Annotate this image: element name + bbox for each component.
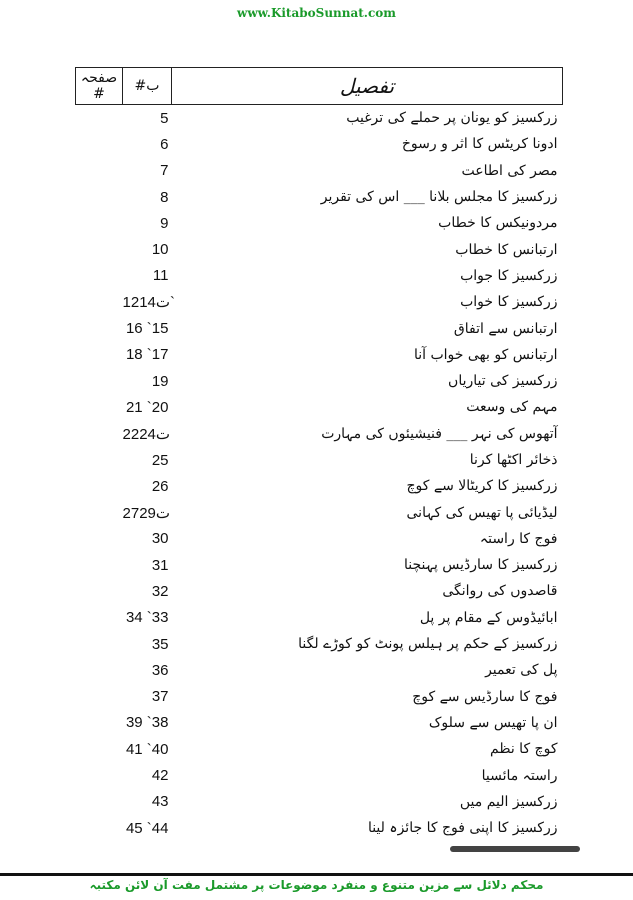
- row-page-number: [76, 815, 123, 841]
- table-row: [76, 762, 563, 788]
- row-title: لیڈیائی پا تھیس کی کہانی: [406, 504, 558, 521]
- row-page-number: [76, 710, 123, 736]
- table-row: [76, 552, 563, 578]
- row-chapter-number: 26: [151, 477, 169, 495]
- row-chapter-number: 45 `44: [125, 819, 169, 837]
- row-chapter-number: 30: [151, 530, 169, 548]
- row-chapter-number: 5: [160, 109, 169, 127]
- table-row: [76, 473, 563, 499]
- table-row: [76, 578, 563, 604]
- row-chapter-number: 21 `20: [125, 398, 169, 416]
- row-chapter-number: 22ت24: [122, 425, 170, 443]
- row-title: آتھوس کی نہر ___ فنیشیئوں کی مہارت: [321, 425, 558, 442]
- row-chapter-number: 8: [160, 188, 169, 206]
- row-chapter-number: 9: [160, 214, 169, 232]
- row-page-number: [76, 184, 123, 210]
- row-title: ارتبانس سے اتفاق: [453, 320, 558, 337]
- row-page-number: [76, 210, 123, 236]
- row-page-number: [76, 131, 123, 157]
- row-page-number: [76, 736, 123, 762]
- row-page-number: [76, 342, 123, 368]
- table-row: [76, 815, 563, 841]
- row-chapter-number: 34 `33: [125, 609, 169, 627]
- row-title: زرکسیز کے حکم پر ہیلس پونٹ کو کوڑے لگنا: [298, 636, 558, 653]
- row-chapter-number: 27ت29: [122, 504, 170, 522]
- row-chapter-number: 37: [151, 688, 169, 706]
- row-page-number: [76, 552, 123, 578]
- table-row: [76, 631, 563, 657]
- row-title: زرکسیز الیم میں: [459, 793, 558, 810]
- table-row: [76, 289, 563, 315]
- row-title: فوج کا راستہ: [479, 530, 558, 547]
- scan-smudge: [450, 846, 580, 852]
- chapter-column-header: #ب: [123, 68, 172, 105]
- table-body: [76, 105, 563, 842]
- table-row: [76, 236, 563, 262]
- table-row: [76, 736, 563, 762]
- row-chapter-number: 43: [151, 793, 169, 811]
- row-page-number: [76, 789, 123, 815]
- detail-column-header: تفصیل: [172, 68, 563, 105]
- table-row: [76, 421, 563, 447]
- table-row: [76, 342, 563, 368]
- table-row: [76, 657, 563, 683]
- table-row: [76, 368, 563, 394]
- table-row: [76, 184, 563, 210]
- row-chapter-number: 39 `38: [125, 714, 169, 732]
- row-chapter-number: 7: [160, 162, 169, 180]
- row-chapter-number: 19: [151, 372, 169, 390]
- table-row: [76, 710, 563, 736]
- row-title: ارتبانس کا خطاب: [455, 241, 558, 258]
- row-title: مردونیکس کا خطاب: [438, 215, 558, 232]
- row-page-number: [76, 605, 123, 631]
- table-row: [76, 263, 563, 289]
- row-title: ابائیڈوس کے مقام پر پل: [419, 609, 558, 626]
- table-row: [76, 131, 563, 157]
- table-row: [76, 447, 563, 473]
- table-row: [76, 526, 563, 552]
- row-page-number: [76, 236, 123, 262]
- row-chapter-number: 16 `15: [125, 320, 169, 338]
- row-page-number: [76, 526, 123, 552]
- row-chapter-number: 35: [151, 635, 169, 653]
- row-title: زرکسیز کا جواب: [460, 267, 558, 284]
- table-row: [76, 605, 563, 631]
- row-chapter-number: 41 `40: [125, 740, 169, 758]
- table-row: [76, 105, 563, 132]
- row-title: زرکسیز کا کریٹالا سے کوچ: [406, 478, 558, 495]
- row-page-number: [76, 657, 123, 683]
- row-title: پل کی تعمیر: [485, 662, 558, 679]
- row-page-number: [76, 684, 123, 710]
- row-title: مصر کی اطاعت: [461, 162, 558, 179]
- row-page-number: [76, 315, 123, 341]
- row-page-number: [76, 578, 123, 604]
- table-header-row: [76, 68, 563, 105]
- row-title: زرکسیز کی تیاریاں: [448, 373, 558, 390]
- row-chapter-number: 12ت14`: [122, 294, 175, 312]
- row-chapter-number: 11: [152, 267, 169, 285]
- row-title: زرکسیز کا سارڈیس پہنچنا: [404, 557, 558, 574]
- row-page-number: [76, 499, 123, 525]
- row-page-number: [76, 762, 123, 788]
- row-title: زرکسیز کو یونان پر حملے کی ترغیب: [346, 110, 558, 127]
- row-page-number: [76, 368, 123, 394]
- table-row: [76, 394, 563, 420]
- row-title: مہم کی وسعت: [466, 399, 558, 416]
- table-of-contents: [75, 67, 563, 841]
- table-row: [76, 158, 563, 184]
- table-row: [76, 315, 563, 341]
- table-row: [76, 789, 563, 815]
- page-column-header: صفحہ #: [76, 68, 123, 105]
- footer-divider: [0, 873, 633, 876]
- row-title: کوچ کا نظم: [490, 741, 558, 758]
- row-page-number: [76, 473, 123, 499]
- row-chapter-number: 36: [151, 661, 169, 679]
- table-row: [76, 210, 563, 236]
- row-title: قاصدوں کی روانگی: [442, 583, 558, 600]
- row-page-number: [76, 158, 123, 184]
- site-url-watermark[interactable]: www.KitaboSunnat.com: [236, 6, 396, 20]
- row-chapter-number: 10: [151, 241, 169, 259]
- table-row: [76, 684, 563, 710]
- row-page-number: [76, 105, 123, 132]
- row-title: ادونا کریٹس کا اثر و رسوخ: [401, 136, 558, 153]
- row-page-number: [76, 394, 123, 420]
- row-page-number: [76, 631, 123, 657]
- row-chapter-number: 32: [151, 582, 169, 600]
- footer-tagline: محکم دلائل سے مزین متنوع و منفرد موضوعات پر مشتمل مفت آن لائن مکتبہ: [89, 878, 544, 892]
- row-title: ارتبانس کو بھی خواب آنا: [413, 346, 558, 363]
- row-page-number: [76, 421, 123, 447]
- row-page-number: [76, 447, 123, 473]
- row-title: فوج کا سارڈیس سے کوچ: [412, 688, 558, 705]
- table-row: [76, 499, 563, 525]
- row-title: زرکسیز کا اپنی فوج کا جائزہ لینا: [367, 820, 558, 837]
- row-title: راستہ مائسیا: [481, 767, 558, 784]
- row-chapter-number: 25: [151, 451, 169, 469]
- row-title: ذخائر اکٹھا کرنا: [469, 452, 558, 468]
- row-title: ان پا تھیس سے سلوک: [428, 714, 558, 731]
- row-page-number: [76, 289, 123, 315]
- row-chapter-number: 6: [160, 135, 169, 153]
- row-chapter-number: 42: [151, 767, 169, 785]
- row-chapter-number: 18 `17: [125, 346, 169, 364]
- row-page-number: [76, 263, 123, 289]
- row-title: زرکسیز کا خواب: [460, 294, 558, 311]
- row-chapter-number: 31: [151, 556, 169, 574]
- row-title: زرکسیز کا مجلس بلانا ___ اس کی تقریر: [320, 189, 558, 206]
